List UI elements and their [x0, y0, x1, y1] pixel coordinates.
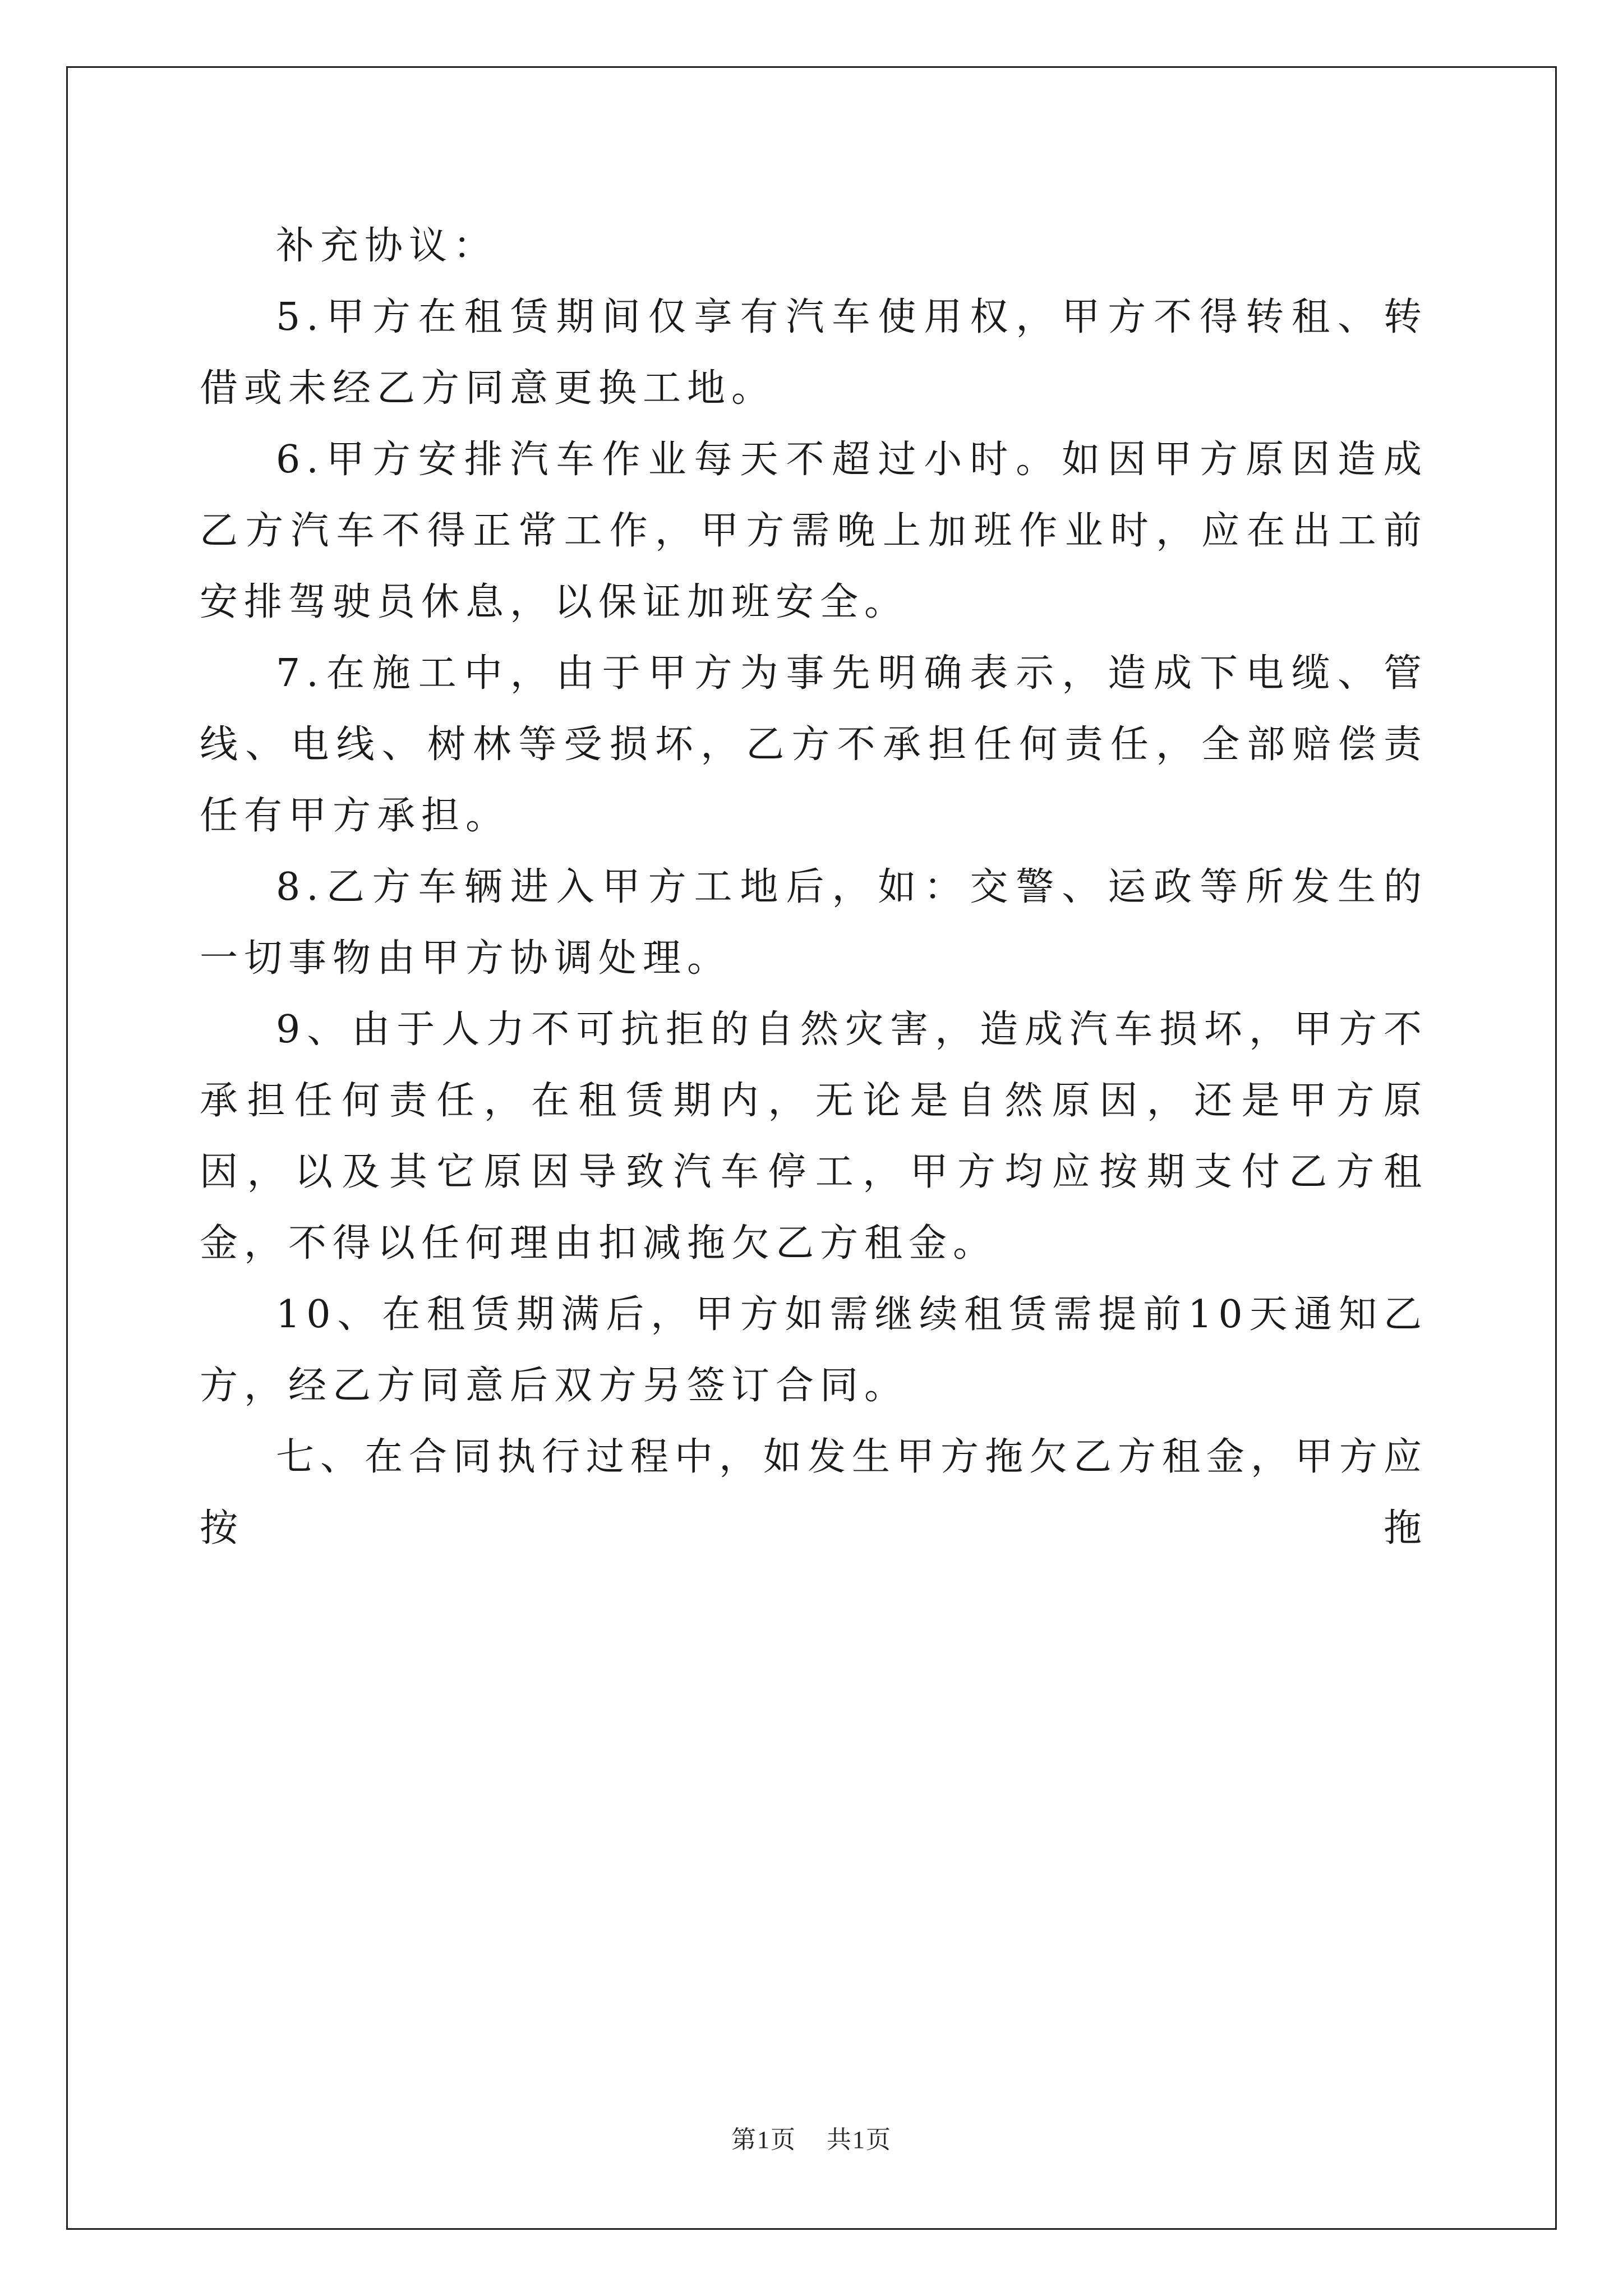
- page-footer: [0, 2124, 1623, 2156]
- paragraph-clause-10: 10、在租赁期满后，甲方如需继续租赁需提前10天通知乙方，经乙方同意后双方另签订合同。: [200, 1292, 1428, 1408]
- page-number-total: 共1页: [827, 2126, 892, 2154]
- paragraph-heading: 补充协议：: [276, 224, 498, 268]
- paragraph-clause-6: 6.甲方安排汽车作业每天不超过小时。如因甲方原因造成乙方汽车不得正常工作，甲方需晚上加班作业时，应在出工前安排驾驶员休息，以保证加班安全。: [200, 438, 1428, 624]
- page-number-current: 第1页: [731, 2126, 796, 2154]
- paragraph-clause-8: 8.乙方车辆进入甲方工地后，如：交警、运政等所发生的一切事物由甲方协调处理。: [200, 865, 1428, 981]
- paragraph-clause-7: 7.在施工中，由于甲方为事先明确表示，造成下电缆、管线、电线、树林等受损坏，乙方不承担任何责任，全部赔偿责任有甲方承担。: [200, 651, 1428, 838]
- document-body: [200, 210, 1428, 1564]
- paragraph-clause-9: 9、由于人力不可抗拒的自然灾害，造成汽车损坏，甲方不承担任何责任，在租赁期内，无论是自然原因，还是甲方原因，以及其它原因导致汽车停工，甲方均应按期支付乙方租金，不得以任何理由扣减拖欠乙方租金。: [200, 1007, 1428, 1266]
- paragraph-section-7: 七、在合同执行过程中，如发生甲方拖欠乙方租金，甲方应按拖: [200, 1435, 1428, 1550]
- paragraph-clause-5: 5.甲方在租赁期间仅享有汽车使用权，甲方不得转租、转借或未经乙方同意更换工地。: [200, 295, 1428, 411]
